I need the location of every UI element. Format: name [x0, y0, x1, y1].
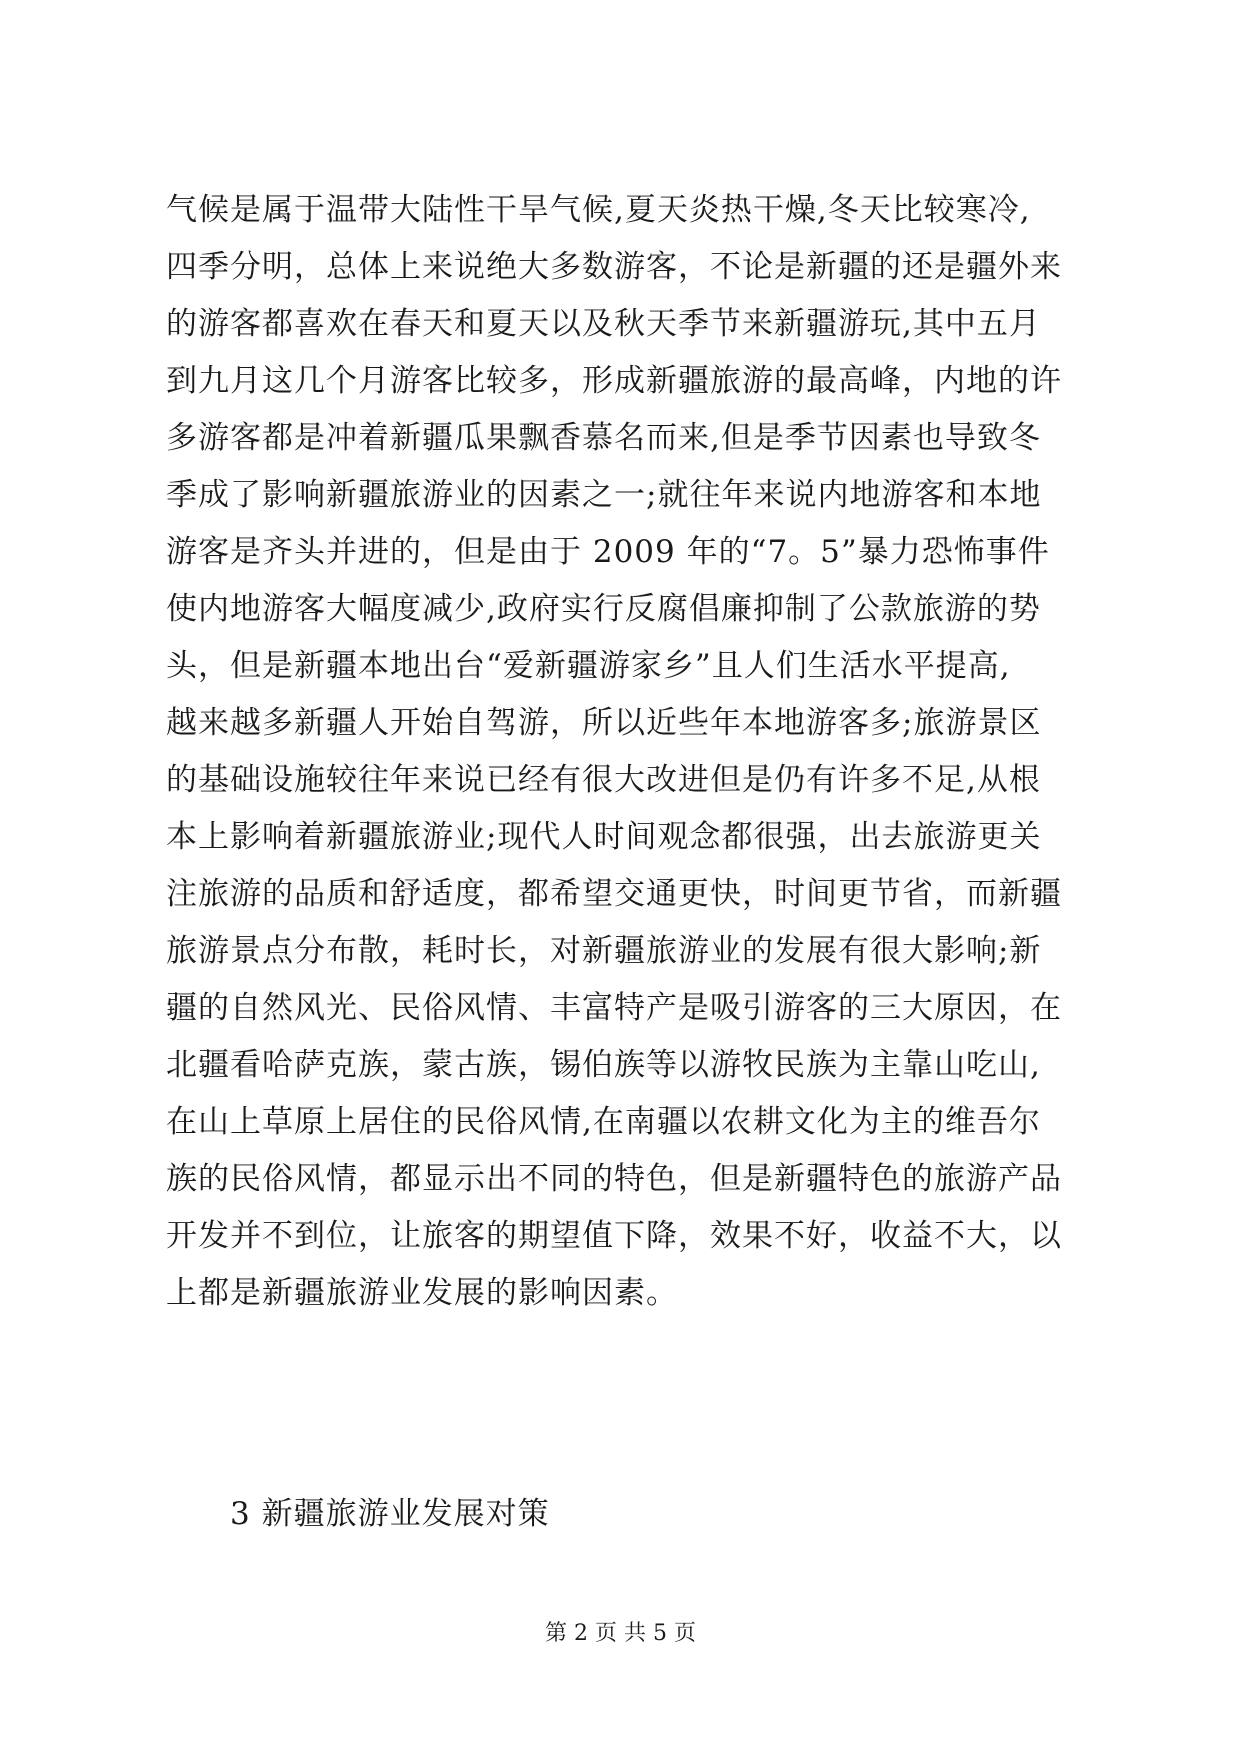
- paragraph-line: 使内地游客大幅度减少,政府实行反腐倡廉抑制了公款旅游的势: [166, 591, 1041, 627]
- paragraph-line: 族的民俗风情，都显示出不同的特色，但是新疆特色的旅游产品: [166, 1161, 1062, 1197]
- page-footer: 第 2 页 共 5 页: [545, 1621, 696, 1646]
- paragraph-line: 的基础设施较往年来说已经有很大改进但是仍有许多不足,从根: [166, 762, 1041, 798]
- paragraph-line: 越来越多新疆人开始自驾游，所以近些年本地游客多;旅游景区: [166, 705, 1042, 741]
- paragraph-line: 本上影响着新疆旅游业;现代人时间观念都很强，出去旅游更关: [166, 819, 1042, 855]
- paragraph-line: 北疆看哈萨克族，蒙古族，锡伯族等以游牧民族为主靠山吃山,: [166, 1047, 1041, 1083]
- paragraph-line: 游客是齐头并进的，但是由于 2009 年的“7。5”暴力恐怖事件: [166, 534, 1050, 570]
- paragraph-line: 上都是新疆旅游业发展的影响因素。: [166, 1275, 678, 1311]
- paragraph-line: 在山上草原上居住的民俗风情,在南疆以农耕文化为主的维吾尔: [166, 1104, 1041, 1140]
- paragraph-line: 多游客都是冲着新疆瓜果飘香慕名而来,但是季节因素也导致冬: [166, 420, 1041, 456]
- body-paragraph: [166, 182, 1086, 1322]
- paragraph-line: 头，但是新疆本地出台“爱新疆游家乡”且人们生活水平提高,: [166, 648, 1011, 684]
- paragraph-line: 旅游景点分布散，耗时长，对新疆旅游业的发展有很大影响;新: [166, 933, 1042, 969]
- paragraph-line: 气候是属于温带大陆性干旱气候,夏天炎热干燥,冬天比较寒冷,: [166, 192, 1031, 228]
- paragraph-line: 四季分明，总体上来说绝大多数游客，不论是新疆的还是疆外来: [166, 249, 1062, 285]
- paragraph-line: 开发并不到位，让旅客的期望值下降，效果不好，收益不大，以: [166, 1218, 1062, 1254]
- section-heading: 3 新疆旅游业发展对策: [230, 1496, 550, 1532]
- paragraph-line: 到九月这几个月游客比较多，形成新疆旅游的最高峰，内地的许: [166, 363, 1062, 399]
- paragraph-line: 季成了影响新疆旅游业的因素之一;就往年来说内地游客和本地: [166, 477, 1042, 513]
- paragraph-line: 的游客都喜欢在春天和夏天以及秋天季节来新疆游玩,其中五月: [166, 306, 1041, 342]
- paragraph-line: 疆的自然风光、民俗风情、丰富特产是吸引游客的三大原因，在: [166, 990, 1062, 1026]
- paragraph-line: 注旅游的品质和舒适度，都希望交通更快，时间更节省，而新疆: [166, 876, 1062, 912]
